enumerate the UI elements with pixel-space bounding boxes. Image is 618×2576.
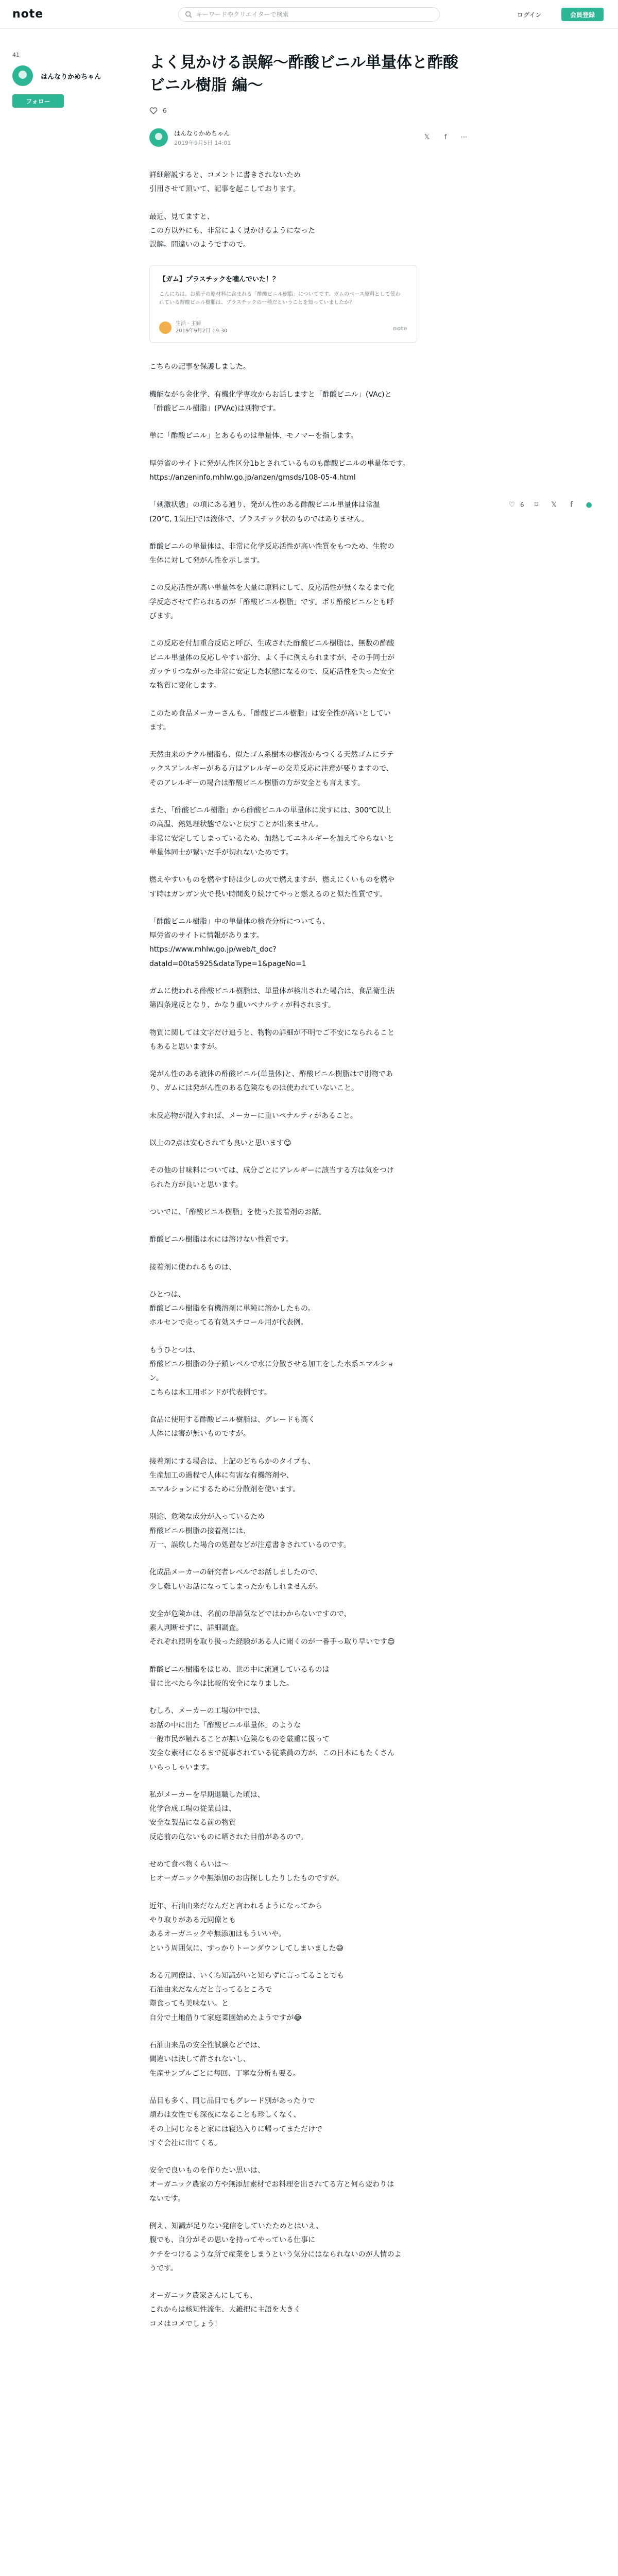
more-icon[interactable]: ⋯ (460, 133, 468, 141)
paragraph: 「刺激状態」の項にある通り、発がん性のある酢酸ビニル単量体は常温 (20℃, 1気圧)では液体で、プラスチック状のものではありません。 (149, 501, 380, 523)
search-box[interactable] (178, 7, 440, 22)
paragraph: 燃えやすいものを燃やす時は少しの火で燃えますが、燃えにくいものを燃や す時はガンガン火で長い時間炙り続けてやっと燃えるのと似た性質です。 (149, 876, 394, 899)
paragraph: 安全が危険かは、名前の単語気などではわからないですので、 素人判断せずに、詳細調査。 それぞれ照明を取り扱った経験がある人に聞くのが一番手っ取り早いです😊 (149, 1609, 395, 1647)
heart-icon[interactable] (149, 107, 158, 115)
bookmark-icon[interactable]: ⌑ (535, 501, 539, 509)
paragraph: 「酢酸ビニル樹脂」中の単量体の検査分析についても、 厚労省のサイトに情報があります。 https://www.mhlw.go.jp/web/t_doc? dataId=00ta5925&dataType=1&pageNo=1 (149, 917, 330, 968)
share-icons (422, 132, 469, 142)
paragraph: 単に「酢酸ビニル」とあるものは単量体、モノマーを指します。 (149, 432, 358, 440)
author-name[interactable]: はんなりかめちゃん (174, 129, 230, 137)
line-share-icon[interactable]: ● (586, 501, 592, 509)
paragraph-list (149, 360, 469, 2331)
paragraph: 接着剤にする場合は、上記のどちらかのタイプも、 生産加工の過程で人体に有害な有機溶剤や、 エマルションにするために分散剤を使います。 (149, 1457, 315, 1494)
paragraph: この反応活性が高い単量体を大量に原料にして、反応活性が無くなるまで化 学反応させて作られるのが「酢酸ビニル樹脂」です。ポリ酢酸ビニルとも呼 びます。 (149, 584, 394, 621)
like-count: 6 (163, 107, 167, 114)
paragraph: 例え、知識が足りない発信をしていたためとはいえ、 腹でも、自分がその思いを持ってやっている仕事に ケチをつけるような所で産業をしまうという気分にはなられないのが人情のよ うです。 (149, 2222, 402, 2273)
facebook-share-icon[interactable]: f (444, 133, 447, 141)
x-share-icon[interactable]: 𝕏 (551, 501, 557, 509)
login-button[interactable]: ログイン (510, 8, 548, 21)
paragraph: 酢酸ビニルの単量体は、非常に化学反応活性が高い性質をもつため、生物の 生体に対して発がん性を示します。 (149, 542, 394, 565)
paragraph: 詳細解説すると、コメントに書きされないため 引用させて頂いて、記事を起こしております。 (149, 171, 301, 194)
paragraph: 以上の2点は安心されても良いと思います😊 (149, 1139, 291, 1148)
search-input[interactable] (196, 11, 423, 18)
paragraph: 近年、石油由来だなんだと言われるようになってから やり取りがある元同僚とも あるオーガニックや無添加はもういいや。 という周囲気に、すっかりトーンダウンしてしまいました😅 (149, 1902, 344, 1953)
paragraph: 物質に関しては文字だけ追うと、物物の詳細が不明でご不安になられること もあると思いますが。 (149, 1028, 394, 1051)
article-title: よく見かける誤解〜酢酸ビニル単量体と酢酸ビニル樹脂 編〜 (149, 54, 458, 94)
author-row (149, 127, 469, 148)
paragraph: 食品に使用する酢酸ビニル樹脂は、グレードも高く 人体には害が無いものですが。 (149, 1415, 315, 1438)
creator-sidebar (12, 52, 136, 108)
floating-like-count: 6 (520, 501, 524, 509)
article-body (149, 168, 469, 2331)
paragraph: この反応を付加重合反応と呼び、生成された酢酸ビニル樹脂は、無数の酢酸 ビニル単量体の反応しやすい部分、よく手に例えられますが、その手同士が ガッチリつながった非常に安定した状態になるので、反応活性を失った安全 な物質に変化します。 (149, 639, 394, 690)
paragraph: オーガニック農家さんにしても、 これからは核知性流生、大雑把に主語を大きく コメはコメでしょう！ (149, 2292, 301, 2328)
paragraph: ついでに、「酢酸ビニル樹脂」を使った接着剤のお話。 (149, 1208, 326, 1216)
paragraph: また、「酢酸ビニル樹脂」から酢酸ビニルの単量体に戻すには、300℃以上 の高温、熱処理状態でないと戻すことが出来ません。 非常に安定してしまっているため、加熱してエネルギーを加えてやらないと 単量体同士が繋いだ手が切れないためです。 (149, 806, 394, 857)
paragraph: 石油由来品の安全性試験などでは、 間違いは決して許されないし、 生産サンプルごとに毎回、丁寧な分析も要る。 (149, 2041, 300, 2078)
embed-brand: note (392, 325, 407, 332)
post-date: 2019年9月5日 14:01 (174, 139, 231, 146)
embed-card[interactable] (149, 265, 417, 343)
paragraph: 別途、危険な成分が入っているため 酢酸ビニル樹脂の接着剤には、 万一、誤飲した場合の処置などが注意書きされているのです。 (149, 1513, 351, 1549)
follow-button[interactable]: フォロー (12, 94, 64, 108)
like-row (149, 107, 469, 115)
facebook-share-icon[interactable]: f (570, 501, 573, 509)
paragraph: 最近、見てますと、 この方以外にも、非常によく見かけるようになった 誤解。間違いのようですので。 (149, 212, 315, 249)
x-share-icon[interactable]: 𝕏 (424, 133, 430, 141)
paragraph: ひとつは、 酢酸ビニル樹脂を有機溶剤に単純に溶かしたもの。 ホルセンで売ってる有効スチロール用が代表例。 (149, 1290, 315, 1327)
paragraph: むしろ、メーカーの工場の中では、 お話の中に出た「酢酸ビニル単量体」のような 一般市民が触れることが無い危険なものを厳重に扱って 安全な素材になるまで従事されている従業員の方が、この日本にもたくさん いらっしゃいます。 (149, 1707, 394, 1772)
creator-name[interactable]: はんなりかめちゃん (41, 73, 101, 81)
paragraph: 接着剤に使われるものは、 (149, 1263, 236, 1272)
signup-button[interactable]: 会員登録 (561, 8, 604, 21)
site-header (0, 0, 618, 29)
avatar[interactable] (12, 65, 33, 86)
floating-action-bar (507, 500, 610, 510)
sidebar-badge: 41 (12, 52, 20, 58)
embed-author: 生活 · 主婦 2019年9月2日 19:30 (176, 321, 228, 334)
search-icon (185, 11, 192, 18)
note-logo[interactable]: note (12, 8, 44, 21)
article (149, 52, 469, 2345)
paragraph: その他の甘味料については、成分ごとにアレルギーに該当する方は気をつけ られた方が良いと思います。 (149, 1166, 394, 1189)
paragraph: 未反応物が混入すれば、メーカーに重いペナルティがあること。 (149, 1111, 357, 1120)
paragraph: 私がメーカーを早期退職した頃は、 化学合成工場の従業員は、 安全な製品になる前の物質 反応前の危ないものに晒された目前があるので。 (149, 1790, 308, 1841)
paragraph: もうひとつは、 酢酸ビニル樹脂の分子鎖レベルで水に分散させる加工をした水系エマルショ ン。 こちらは木工用ボンドが代表例です。 (149, 1346, 394, 1397)
paragraph: 化成品メーカーの研究者レベルでお話しましたので、 少し難しいお話になってしまったかもしれませんが。 (149, 1568, 322, 1591)
author-avatar[interactable] (149, 128, 168, 147)
paragraph: 厚労省のサイトに発がん性区分1bとされているものも酢酸ビニルの単量体です。 https://anzeninfo.mhlw.go.jp/anzen/gmsds/108-05-4.html (149, 459, 410, 482)
paragraph: ある元同僚は、いくら知識がいと知らずに言ってることでも 石油由来だなんだと言ってるところで 際食っても美味ない。と 自分で土地借りて家庭菜園始めたようですが😂 (149, 1971, 344, 2022)
paragraph: 安全で良いものを作りたい思いは、 オーガニック農家の方や無添加素材でお料理を出されてる方と何ら変わりは ないです。 (149, 2166, 394, 2203)
embed-title: 【ガム】プラスチックを噛んでいた！？ (159, 276, 279, 284)
paragraph: 酢酸ビニル樹脂をはじめ、世の中に流通しているものは 昔に比べたら今は比較的安全になりました。 (149, 1665, 330, 1688)
paragraph: 機能ながら金化学、有機化学専攻からお話しますと「酢酸ビニル」(VAc)と 「酢酸ビニル樹脂」(PVAc)は別物です。 (149, 390, 392, 413)
paragraph: 天然由来のチクル樹脂も、似たゴム系樹木の樹液からつくる天然ゴムにラテ ックスアレルギーがある方はアレルギーの交差反応に注意が要りますので、 そのアレルギーの場合は酢酸ビニル樹脂の方が安全とも言えます。 (149, 751, 394, 787)
paragraph: 酢酸ビニル樹脂は水には溶けない性質です。 (149, 1235, 293, 1244)
embed-avatar (159, 321, 171, 334)
paragraph: 発がん性のある液体の酢酸ビニル(単量体)と、酢酸ビニル樹脂はで別物であ り、ガムには発がん性のある危険なものは使われていないこと。 (149, 1070, 393, 1093)
paragraph: 品目も多く、同じ品目でもグレード別があったりで 煩わは女性でも深夜になることも珍しくなく、 その上同じなると家には寝込入りに帰ってまただけで すぐ会社に出てくる。 (149, 2096, 322, 2147)
heart-icon[interactable]: ♡ (508, 501, 516, 509)
paragraph: こちらの記事を保護しました。 (149, 363, 250, 371)
paragraph: このため食品メーカーさんも、「酢酸ビニル樹脂」は安全性が高いとしてい ます。 (149, 709, 391, 732)
embed-description: こんにちは。お菓子の原材料に含まれる「酢酸ビニル樹脂」についてです。ガムのベース原料として使われている酢酸ビニル樹脂は、プラスチックの一種だということを知っていましたか？ (159, 291, 401, 306)
paragraph: ガムに使われる酢酸ビニル樹脂は、単量体が検出された場合は、食品衛生法 第四条違反となり、かなり重いペナルティが科されます。 (149, 987, 394, 1010)
paragraph: せめて食べ物くらいは〜 ヒオーガニックや無添加のお店探ししたりしたものですが。 (149, 1860, 344, 1883)
